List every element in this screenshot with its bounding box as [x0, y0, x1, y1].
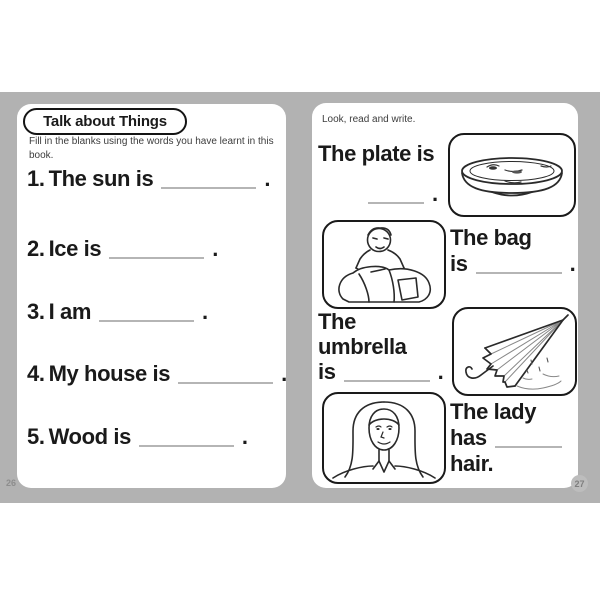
- blank-line: [368, 202, 424, 204]
- lady-line1: The lady: [450, 399, 537, 424]
- fill-item: [27, 166, 270, 192]
- lady-line3: hair.: [450, 451, 494, 476]
- umbrella-sentence: [318, 309, 443, 384]
- bag-line1: The bag: [450, 225, 532, 250]
- item-number: 3.: [27, 299, 45, 324]
- blank-line: [178, 382, 273, 384]
- left-instruction: Fill in the blanks using the words you have learnt in this book.: [29, 136, 274, 161]
- wet-umbrella-icon: [457, 312, 572, 391]
- blank-line: [161, 187, 256, 189]
- umbrella-line2: umbrella: [318, 334, 407, 359]
- bag-line2: is: [450, 251, 468, 276]
- page-title-pill: [23, 108, 187, 135]
- item-period: .: [264, 166, 271, 191]
- fill-item: [27, 361, 287, 387]
- item-period: .: [201, 299, 208, 324]
- bag-period: .: [569, 251, 576, 276]
- page-title: Talk about Things: [43, 113, 167, 130]
- plate-period: .: [432, 181, 438, 206]
- bag-sentence: [450, 225, 575, 277]
- item-period: .: [212, 236, 218, 261]
- left-page: [17, 104, 286, 488]
- lady-sentence: [450, 399, 562, 477]
- right-page: [312, 103, 578, 488]
- page-number-left: 26: [6, 478, 17, 488]
- plate-image-frame: [448, 133, 576, 217]
- item-text: Ice is: [48, 236, 102, 261]
- item-number: 2.: [27, 236, 45, 261]
- item-number: 4.: [27, 361, 45, 386]
- bag-image-frame: [322, 220, 446, 309]
- page-number-right-value: 27: [574, 478, 585, 489]
- item-text: Wood is: [48, 424, 131, 449]
- blank-line: [344, 380, 430, 382]
- plate-sentence: [318, 141, 438, 207]
- umbrella-line3: is: [318, 359, 336, 384]
- fill-item: [27, 299, 208, 325]
- item-text: My house is: [48, 361, 171, 386]
- blank-line: [476, 272, 562, 274]
- blank-line: [99, 320, 194, 322]
- lady-line2: has: [450, 425, 487, 450]
- fill-item: [27, 236, 218, 262]
- long-haired-lady-icon: [327, 397, 441, 479]
- right-instruction: Look, read and write.: [322, 114, 416, 125]
- item-number: 1.: [27, 166, 45, 191]
- fill-item: [27, 424, 248, 450]
- umbrella-line1: The: [318, 309, 356, 334]
- lady-image-frame: [322, 392, 446, 484]
- item-text: I am: [48, 299, 91, 324]
- dirty-plate-icon: [453, 139, 571, 211]
- boy-heavy-bag-icon: [327, 225, 441, 304]
- umbrella-period: .: [437, 359, 444, 384]
- item-text: The sun is: [48, 166, 154, 191]
- page-number-right: [571, 475, 588, 492]
- plate-line1: The plate is: [318, 141, 435, 166]
- item-period: .: [241, 424, 248, 449]
- blank-line: [109, 257, 204, 259]
- item-period: .: [281, 361, 287, 386]
- item-number: 5.: [27, 424, 45, 449]
- blank-line: [139, 445, 234, 447]
- blank-line: [495, 446, 562, 448]
- umbrella-image-frame: [452, 307, 577, 396]
